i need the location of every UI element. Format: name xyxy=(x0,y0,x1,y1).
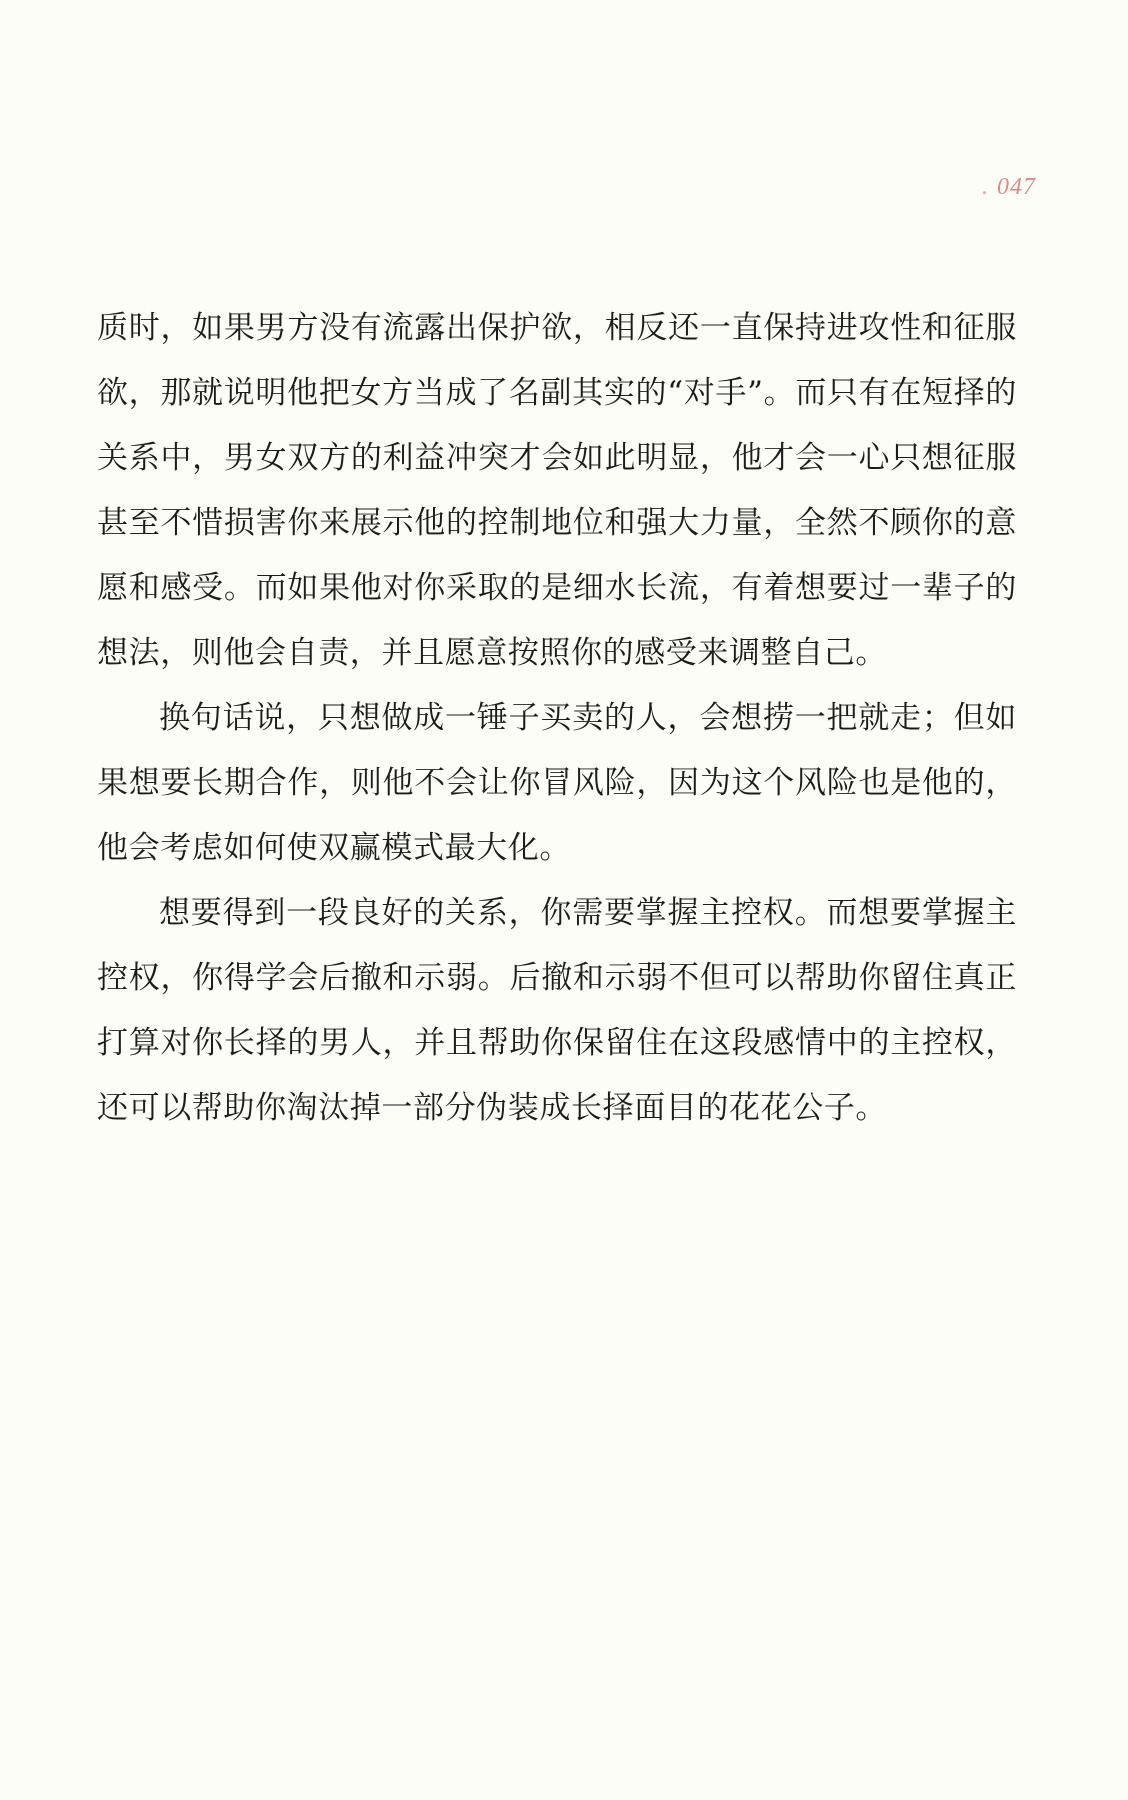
paragraph-2: 换句话说，只想做成一锤子买卖的人，会想捞一把就走；但如果想要长期合作，则他不会让你冒风险，因为这个风险也是他的，他会考虑如何使双赢模式最大化。 xyxy=(97,700,1017,866)
paragraph-3: 想要得到一段良好的关系，你需要掌握主控权。而想要掌握主控权，你得学会后撤和示弱。后撤和示弱不但可以帮助你留住真正打算对你长择的男人，并且帮助你保留住在这段感情中的主控权，还可以帮助你淘汰掉一部分伪装成长择面目的花花公子。 xyxy=(97,895,1017,1126)
page-number xyxy=(982,174,1036,201)
paragraph-1: 质时，如果男方没有流露出保护欲，相反还一直保持进攻性和征服欲，那就说明他把女方当成了名副其实的“对手”。而只有在短择的关系中，男女双方的利益冲突才会如此明显，他才会一心只想征服甚至不惜损害你来展示他的控制地位和强大力量，全然不顾你的意愿和感受。而如果他对你采取的是细水长流，有着想要过一辈子的想法，则他会自责，并且愿意按照你的感受来调整自己。 xyxy=(97,310,1017,671)
body-text xyxy=(97,296,1017,1141)
page-number-dot: . xyxy=(982,174,989,200)
page-number-value: 047 xyxy=(997,174,1036,200)
